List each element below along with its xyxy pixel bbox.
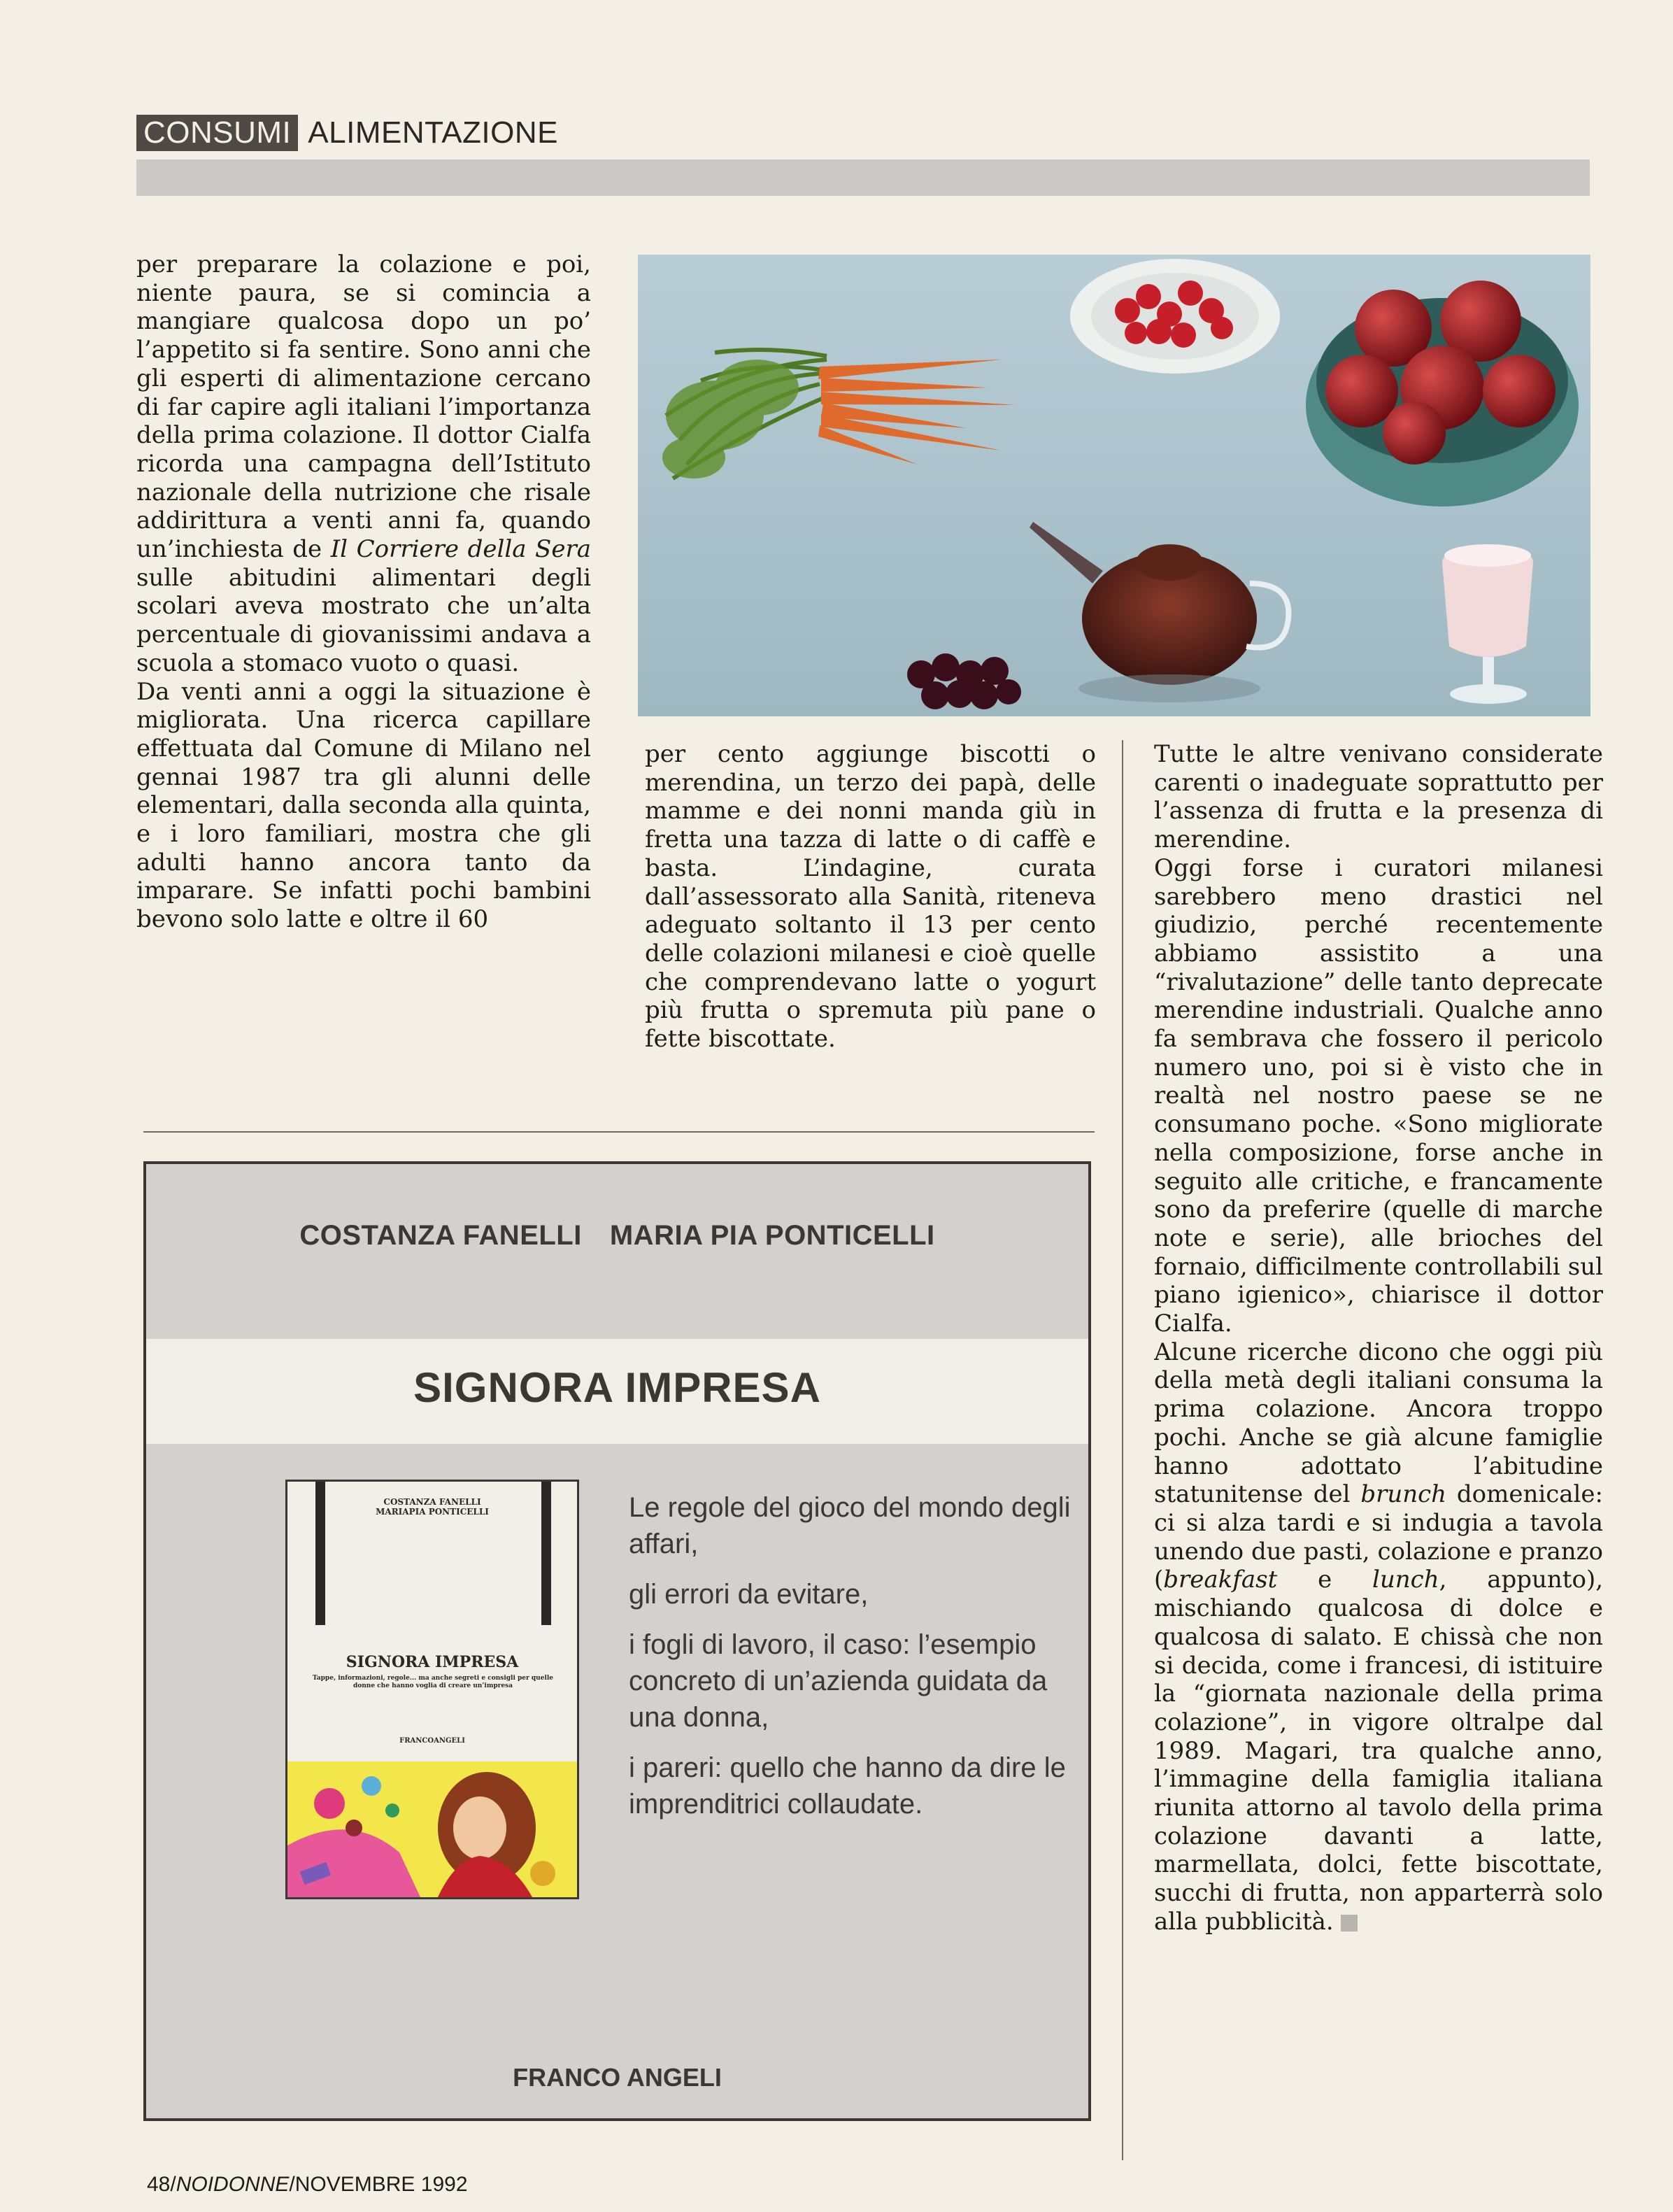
page-number: 48/: [147, 2173, 176, 2196]
paragraph: per cento aggiunge biscotti o merendina, un terzo dei papà, delle mamme e dei nonni manda giù in fretta una tazza di latte o di caffè e basta. L’indagine, curata dall’assessorato alla Sanità, riteneva adeguato soltanto il 13 per cento delle colazioni milanesi e cioè quelle che comprendevano latte o yogurt più frutta o spremuta più pane o fette biscottate.: [645, 740, 1096, 1054]
emphasis: breakfast: [1163, 1566, 1278, 1594]
section-divider: [143, 1131, 1095, 1133]
text-run: sulle abitudini alimentari degli scolari aveva mostrato che un’alta percentuale di giovanissimi andava a scuola a stomaco vuoto o quasi.: [136, 563, 591, 677]
article-column-3: [1154, 740, 1603, 2125]
section-label: CONSUMI: [136, 115, 298, 151]
cover-illustration: [287, 1761, 577, 1897]
issue-date: /NOVEMBRE 1992: [289, 2173, 468, 2196]
topic-label: ALIMENTAZIONE: [308, 115, 559, 150]
food-still-life-image: [638, 255, 1590, 716]
cover-publisher: FRANCOANGELI: [399, 1737, 465, 1745]
paragraph: [136, 250, 591, 678]
page-footer: [147, 2173, 468, 2197]
text-run: e: [1318, 1566, 1332, 1594]
emphasis: lunch: [1372, 1566, 1439, 1594]
ad-features: [629, 1489, 1076, 1836]
newspaper-title: Il Corriere della Sera: [330, 535, 591, 564]
header-band: [136, 159, 1590, 196]
breakfast-photo: [638, 255, 1590, 716]
cover-author: MARIAPIA PONTICELLI: [376, 1507, 489, 1517]
text-run: per preparare la colazione e poi, niente paura, se si comincia a mangiare qualcosa dopo un po’ l’appetito si fa sentire. Sono anni che gli esperti di alimentazione cercano di far capire agli italiani l’importanza della prima colazione. Il dottor Cialfa ricorda una campagna dell’Istituto nazionale della nutrizione che risale addirittura a venti anni fa, quando un’inchiesta de: [136, 250, 591, 564]
end-of-article-mark: [1341, 1915, 1358, 1931]
ad-feature: i fogli di lavoro, il caso: l’esempio concreto di un’azienda guidata da una donna,: [629, 1629, 1048, 1733]
paragraph: Oggi forse i curatori milanesi sarebbero meno drastici nel giudizio, perché recentemente abbiamo assistito a una “rivalutazione” delle tanto deprecate merendine industriali. Qualche anno fa sembrava che fossero il pericolo numero uno, poi si è visto che in realtà nel nostro paese se ne consumano poche. «Sono migliorate nella composizione, forse anche in seguito alle critiche, e francamente sono da preferire (quelle di marche note e serie), alle brioches del fornaio, difficilmente controllabili sul piano igienico», chiarisce il dottor Cialfa.: [1154, 853, 1603, 1338]
article-column-1: [136, 250, 591, 1103]
cover-authors: [287, 1497, 577, 1517]
cover-subtitle: Tappe, informazioni, regole... ma anche segreti e consigli per quelle donne che hanno voglia di creare un’impresa: [312, 1675, 554, 1689]
emphasis: brunch: [1360, 1480, 1447, 1509]
paragraph: [1154, 1338, 1603, 1936]
ad-feature: gli errori da evitare,: [629, 1579, 869, 1610]
article-column-2: [645, 740, 1096, 1104]
book-cover: [285, 1480, 579, 1899]
ad-publisher: FRANCO ANGELI: [513, 2063, 722, 2092]
section-header: [136, 115, 558, 151]
ad-title: SIGNORA IMPRESA: [413, 1364, 821, 1411]
cover-title: SIGNORA IMPRESA: [346, 1653, 519, 1671]
paragraph: Da venti anni a oggi la situazione è migliorata. Una ricerca capillare effettuata dal Comune di Milano nel gennai 1987 tra gli alunni delle elementari, dalla seconda alla quinta, e i loro familiari, mostra che gli adulti hanno ancora tanto da imparare. Se infatti pochi bambini bevono solo latte e oltre il 60: [136, 677, 591, 934]
author-name: MARIA PIA PONTICELLI: [609, 1220, 935, 1251]
author-name: COSTANZA FANELLI: [299, 1220, 582, 1251]
text-run: , appunto), mischiando qualcosa di dolce e qualcosa di salato. E chissà che non si decida, come i francesi, di istituire la “giornata nazionale della prima colazione”, in vigore oltralpe dal 1989. Magari, tra qualche anno, l’immagine della famiglia italiana riunita attorno al tavolo della prima colazione davanti a latte, marmellata, dolci, fette biscottate, succhi di frutta, non apparterrà solo alla pubblicità.: [1154, 1566, 1603, 1936]
ad-authors: [146, 1220, 1088, 1252]
column-divider: [1122, 740, 1123, 2160]
ad-feature: Le regole del gioco del mondo degli affari,: [629, 1492, 1071, 1559]
cover-author: COSTANZA FANELLI: [383, 1497, 481, 1507]
magazine-name: NOIDONNE: [176, 2173, 290, 2196]
paragraph: Tutte le altre venivano considerate carenti o inadeguate soprattutto per l’assenza di frutta e la presenza di merendine.: [1154, 740, 1603, 854]
text-run: Alcune ricerche dicono che oggi più della metà degli italiani consuma la prima colazione. Ancora troppo pochi. Anche se già alcune famiglie hanno adottato l’abitudine statunitense del: [1154, 1338, 1603, 1509]
ad-feature: i pareri: quello che hanno da dire le imprenditrici collaudate.: [629, 1752, 1066, 1820]
text-run: domenicale: ci si alza tardi e si indugia a tavola unendo due pasti, colazione e pranzo (: [1154, 1480, 1603, 1594]
